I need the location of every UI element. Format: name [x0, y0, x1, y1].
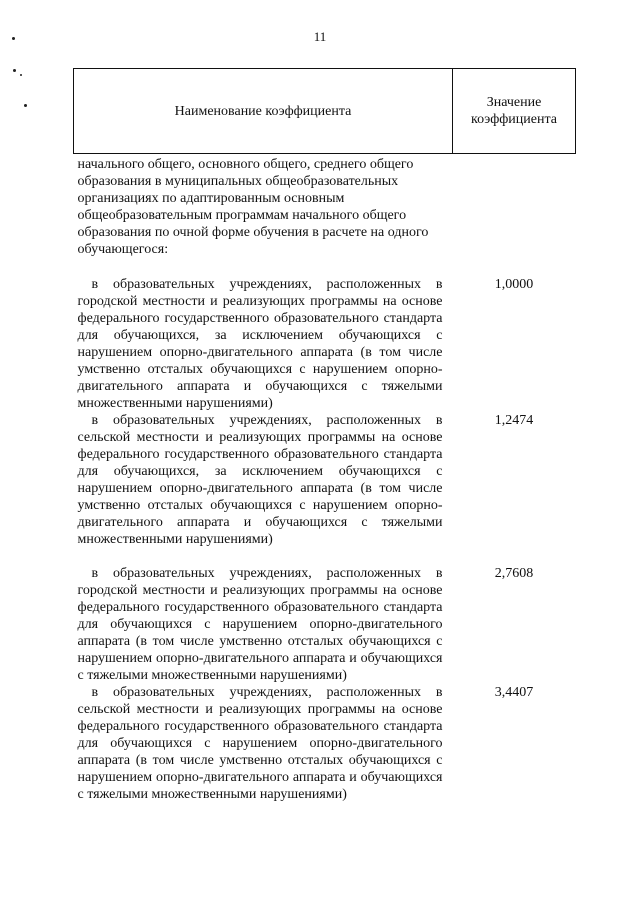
- table-row: [74, 565, 576, 684]
- row-value: 2,7608: [494, 566, 534, 581]
- scan-speck: [24, 104, 27, 107]
- scan-speck: [20, 74, 22, 76]
- scan-speck: [12, 37, 15, 40]
- table-header-row: [74, 69, 576, 154]
- row-value: 3,4407: [494, 685, 534, 700]
- row-description: в образовательных учреждениях, расположенных в городской местности и реализующих программы на основе федерального государственного образовательного стандарта для обучающихся, за исключением обучающихся с нарушением опорно-двигательного аппарата (в том числе умственно отсталых обучающихся с нарушением опорно-двигательного аппарата и обучающихся с тяжелыми множественными нарушениями): [77, 277, 443, 411]
- row-description: в образовательных учреждениях, расположенных в сельской местности и реализующих программы на основе федерального государственного образовательного стандарта для обучающихся, за исключением обучающихся с нарушением опорно-двигательного аппарата (в том числе умственно отсталых обучающихся с нарушением опорно-двигательного аппарата и обучающихся с тяжелыми множественными нарушениями): [77, 413, 443, 547]
- table-row-intro: [74, 154, 576, 277]
- header-coefficient-name: Наименование коэффициента: [74, 69, 453, 154]
- table-row: [74, 684, 576, 803]
- coefficient-table: [73, 68, 576, 803]
- row-description: в образовательных учреждениях, расположенных в сельской местности и реализующих программы на основе федерального государственного образовательного стандарта для обучающихся с нарушением опорно-двигательного аппарата (в том числе умственно отсталых обучающихся с нарушением опорно-двигательного аппарата и обучающихся с тяжелыми множественными нарушениями): [77, 685, 443, 802]
- header-coefficient-value: Значение коэффициента: [453, 69, 576, 154]
- table-row: [74, 276, 576, 412]
- row-value: 1,0000: [494, 277, 534, 292]
- row-value: 1,2474: [494, 413, 534, 428]
- intro-text: начального общего, основного общего, среднего общего образования в муниципальных общеобразовательных организациях по адаптированным основным общеобразовательным программам начального общего образования по очной форме обучения в расчете на одного обучающегося:: [77, 157, 429, 257]
- page-number: 11: [313, 29, 327, 44]
- table-row: [74, 412, 576, 565]
- scan-speck: [13, 69, 16, 72]
- row-description: в образовательных учреждениях, расположенных в городской местности и реализующих программы на основе федерального государственного образовательного стандарта для обучающихся с нарушением опорно-двигательного аппарата (в том числе умственно отсталых обучающихся с нарушением опорно-двигательного аппарата и обучающихся с тяжелыми множественными нарушениями): [77, 566, 443, 683]
